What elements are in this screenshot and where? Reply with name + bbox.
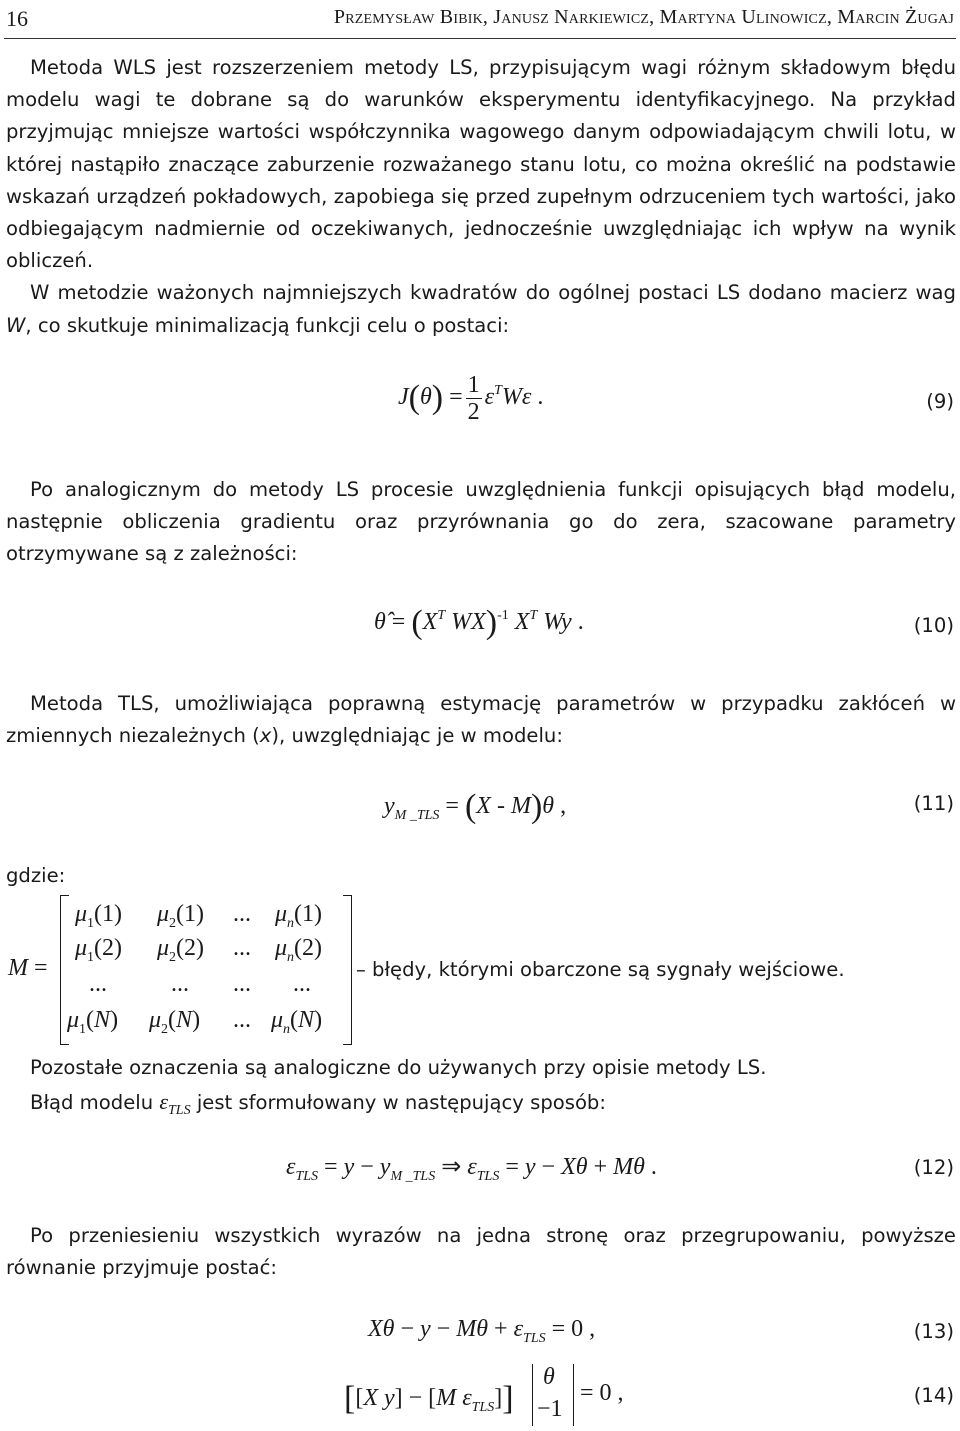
equation-number-13: (13) [913, 1320, 954, 1343]
matrix-cell: ... [89, 971, 107, 997]
paragraph-model-error: Błąd modelu $\varepsilon_{TLS}$ jest sformułowany w następujący sposób: [30, 1089, 606, 1118]
equation-number-9: (9) [926, 390, 954, 413]
paragraph-text: W metodzie ważonych najmniejszych kwadratów do ogólnej postaci LS dodano macierz wag [30, 281, 956, 305]
gdzie-label: gdzie: [6, 864, 66, 887]
paragraph-wls-matrix [6, 277, 956, 341]
paragraph-other-notation: Pozostałe oznaczenia są analogiczne do używanych przy opisie metody LS. [30, 1056, 767, 1079]
matrix-cell: ... [171, 971, 189, 997]
paragraph-wls-intro: Metoda WLS jest rozszerzeniem metody LS, przypisującym wagi różnym składowym błędu modelu wagi te dobrane są do warunków eksperymentu identyfikacyjnego. Na przykład przyjmując mniejsze wartości współczynnika wagowego danym odpowiadającym chwili lotu, w której nastąpiło znaczące zaburzenie rozważanego stanu lotu, co można określić na podstawie wskazań urządzeń pokładowych, zapobiega się przed zupełnym odrzuceniem tych wartości, jako odbiegającym nadmiernie od oczekiwanych, jednocześnie uwzględniając ich wpływ na wynik obliczeń. [6, 56, 956, 273]
paragraph-tls-intro [6, 688, 956, 752]
matrix-cell: ... [233, 901, 251, 927]
paragraph-wls-estimate: Po analogicznym do metody LS procesie uwzględnienia funkcji opisujących błąd modelu, następnie obliczenia gradientu oraz przyrównania go do zera, szacowane parametry otrzymywane są z zależności: [6, 478, 956, 566]
matrix-description: – błędy, którymi obarczone są sygnały wejściowe. [356, 958, 845, 981]
body-text-block-4 [6, 1220, 956, 1284]
vector-theta-minus-one: θ −1 [532, 1364, 574, 1426]
body-text-block-2 [6, 474, 956, 571]
running-header [0, 0, 960, 40]
paragraph-text: Metoda TLS, umożliwiająca poprawną estymację parametrów w przypadku zakłóceń w zmiennych niezależnych ( [6, 692, 956, 748]
equation-number-14: (14) [913, 1384, 954, 1407]
paragraph-text: jest sformułowany w następujący sposób: [190, 1091, 606, 1114]
matrix-cell: ... [233, 971, 251, 997]
equation-14-rhs: = 0 , [580, 1380, 624, 1406]
equation-12: $\varepsilon_{TLS} = y - y_{M \_TLS}$ ⇒ $\varepsilon_{TLS} = y - X\theta + M\theta$ . [286, 1154, 657, 1184]
equation-9: J(θ) = $\frac{1}{2}$ $\varepsilon^TW\varepsilon$ . [398, 372, 544, 425]
matrix-cell: $\mu_n(1)$ [275, 901, 323, 931]
matrix-cell: $\mu_n(2)$ [275, 935, 323, 965]
error-matrix [60, 895, 352, 1045]
symbol-w: W [6, 313, 26, 337]
matrix-cell: $\mu_n(N)$ [271, 1007, 323, 1037]
equation-number-11: (11) [913, 792, 954, 815]
page-number: 16 [6, 6, 28, 31]
matrix-cell: $\mu_1(N)$ [67, 1007, 119, 1037]
matrix-cell: $\mu_1(1)$ [75, 901, 123, 931]
matrix-cell: ... [293, 971, 311, 997]
equation-number-10: (10) [913, 614, 954, 637]
matrix-cell: ... [233, 1007, 251, 1033]
equation-13: $X\theta - y - M\theta + \varepsilon_{TLS} = 0$ , [368, 1316, 596, 1346]
equation-10: θ̂ = ($X^T$ WX)$^{-1}$ $X^T$ Wy . [374, 604, 584, 641]
matrix-cell: ... [233, 935, 251, 961]
matrix-cell: $\mu_2(2)$ [157, 935, 205, 965]
equation-14: [[X y] − [M $\varepsilon_{TLS}$]] [344, 1380, 514, 1417]
paragraph-rearrange: Po przeniesieniu wszystkich wyrazów na jedna stronę oraz przegrupowaniu, powyższe równanie przyjmuje postać: [6, 1224, 956, 1280]
running-header-authors: Przemysław Bibik, Janusz Narkiewicz, Martyna Ulinowicz, Marcin Żugaj [333, 6, 954, 28]
matrix-cell: $\mu_2(1)$ [157, 901, 205, 931]
matrix-cell: $\mu_2(N)$ [149, 1007, 201, 1037]
equation-11: $y_{M \_TLS} = (X - M)\theta$ , [384, 788, 567, 825]
paragraph-text: Błąd modelu [30, 1091, 160, 1114]
header-rule [4, 38, 956, 39]
equation-number-12: (12) [913, 1156, 954, 1179]
paragraph-text: ), uwzględniając je w modelu: [271, 724, 563, 748]
symbol-x: x [259, 724, 272, 748]
matrix-cell: $\mu_1(2)$ [75, 935, 123, 965]
body-text-block-1 [6, 52, 956, 342]
paragraph-text: , co skutkuje minimalizacją funkcji celu o postaci: [25, 313, 510, 337]
matrix-label: M = [8, 955, 48, 981]
body-text-block-3 [6, 688, 956, 752]
